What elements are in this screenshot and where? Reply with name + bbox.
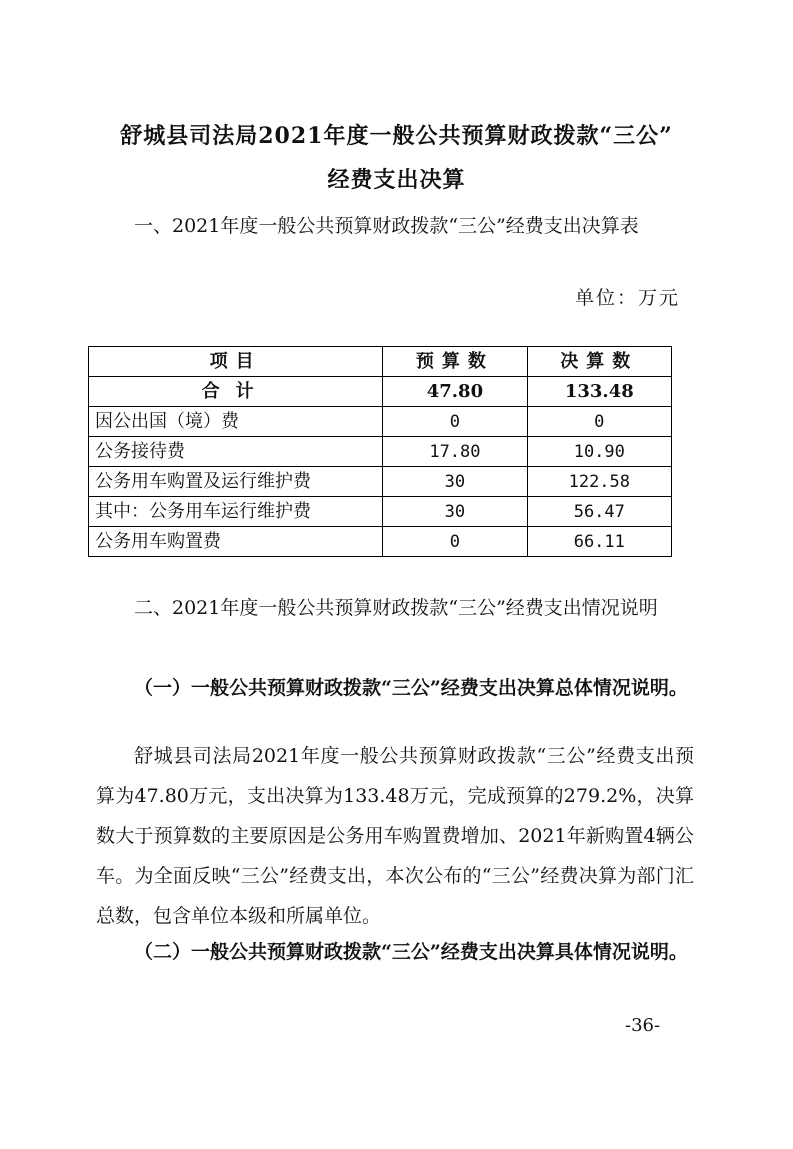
three-public-expense-table — [88, 346, 672, 557]
table-header-row — [89, 347, 672, 377]
header-budget: 预算数 — [383, 347, 527, 377]
row-actual: 122.58 — [527, 467, 671, 497]
subsection1-body: 舒城县司法局2021年度一般公共预算财政拨款“三公”经费支出预算为47.80万元，支出决算为133.48万元，完成预算的279.2%，决算数大于预算数的主要原因是公务用车购置费增加、2021年新购置4辆公车。为全面反映“三公”经费支出，本次公布的“三公”经费决算为部门汇总数，包含单位本级和所属单位。 — [96, 745, 694, 927]
section1-heading: 一、2021年度一般公共预算财政拨款“三公”经费支出决算表 — [134, 215, 639, 237]
row-budget: 17.80 — [383, 437, 527, 467]
subsection2-heading: （二）一般公共预算财政拨款“三公”经费支出决算具体情况说明。 — [134, 941, 688, 963]
row-budget: 30 — [383, 497, 527, 527]
header-actual: 决算数 — [527, 347, 671, 377]
document-title — [80, 114, 713, 202]
table-row — [89, 437, 672, 467]
table-row — [89, 407, 672, 437]
title-line-2: 经费支出决算 — [327, 167, 466, 193]
row-budget: 30 — [383, 467, 527, 497]
row-label: 公务接待费 — [89, 437, 383, 467]
table-row — [89, 497, 672, 527]
row-budget: 0 — [383, 407, 527, 437]
table-row-total — [89, 377, 672, 407]
page-number: -36- — [625, 1015, 661, 1036]
unit-label: 单位：万元 — [574, 287, 680, 309]
table-row — [89, 467, 672, 497]
subsection1-heading: （一）一般公共预算财政拨款“三公”经费支出决算总体情况说明。 — [134, 677, 688, 699]
row-actual: 0 — [527, 407, 671, 437]
section2-heading: 二、2021年度一般公共预算财政拨款“三公”经费支出情况说明 — [134, 597, 658, 619]
row-label: 公务用车购置及运行维护费 — [89, 467, 383, 497]
row-label: 其中：公务用车运行维护费 — [89, 497, 383, 527]
total-budget: 47.80 — [383, 377, 527, 407]
row-label: 公务用车购置费 — [89, 527, 383, 557]
header-item: 项目 — [89, 347, 383, 377]
table-row — [89, 527, 672, 557]
row-actual: 10.90 — [527, 437, 671, 467]
row-budget: 0 — [383, 527, 527, 557]
row-actual: 56.47 — [527, 497, 671, 527]
total-label: 合计 — [89, 377, 383, 407]
row-label: 因公出国（境）费 — [89, 407, 383, 437]
title-line-1: 舒城县司法局2021年度一般公共预算财政拨款“三公” — [120, 123, 673, 149]
total-actual: 133.48 — [527, 377, 671, 407]
row-actual: 66.11 — [527, 527, 671, 557]
